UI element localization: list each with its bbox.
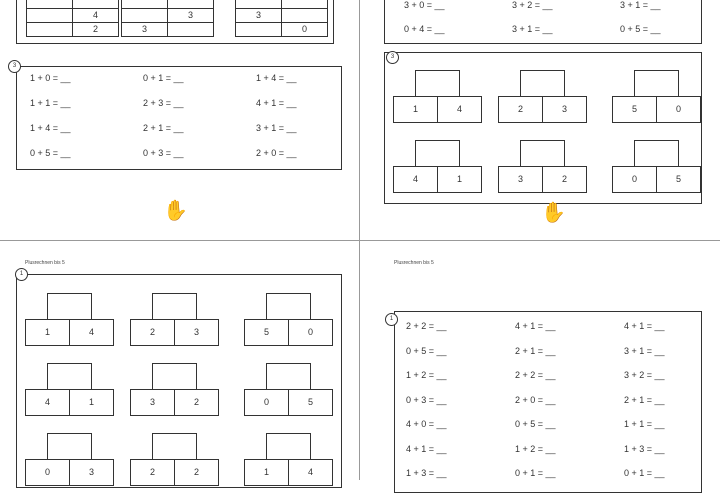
house-cell: 3 [69, 459, 114, 486]
q1-box3-marker: 3 [8, 60, 21, 73]
table-cell: 3 [121, 22, 168, 37]
house-cell: 3 [174, 319, 219, 346]
house-cell: 3 [542, 96, 587, 123]
house-cell: 0 [25, 459, 70, 486]
equation: 2 + 1 = __ [143, 123, 184, 133]
equation: 4 + 1 = __ [515, 321, 556, 331]
house-cell: 1 [69, 389, 114, 416]
equation: 4 + 0 = __ [406, 419, 447, 429]
equation: 2 + 2 = __ [515, 370, 556, 380]
table-cell: 2 [72, 22, 119, 37]
equation: 1 + 4 = __ [30, 123, 71, 133]
house-cell: 4 [393, 166, 438, 193]
raised-hand-icon: ✋ [541, 202, 566, 224]
table-cell [167, 22, 214, 37]
equation: 2 + 1 = __ [624, 394, 665, 405]
equation: 0 + 5 = __ [620, 24, 661, 34]
house-cell: 1 [244, 459, 289, 486]
house-cell: 0 [612, 166, 657, 193]
house-cell: 5 [656, 166, 701, 193]
table-cell: 4 [72, 8, 119, 23]
house-cell: 4 [25, 389, 70, 416]
q4-marker: 1 [385, 313, 398, 326]
equation: 1 + 3 = __ [624, 443, 665, 454]
house-cell: 2 [498, 96, 543, 123]
table-cell [235, 22, 282, 37]
page-divider-horizontal [0, 240, 720, 241]
equation: 0 + 5 = __ [406, 345, 447, 356]
equation: 0 + 3 = __ [143, 148, 184, 158]
equation: 3 + 1 = __ [256, 123, 297, 133]
house-cell: 2 [174, 389, 219, 416]
house-roof [47, 293, 92, 321]
house-cell: 5 [612, 96, 657, 123]
equation: 1 + 1 = __ [30, 98, 71, 108]
equation: 1 + 3 = __ [406, 468, 447, 478]
equation: 3 + 1 = __ [624, 345, 665, 356]
table-cell: 0 [281, 22, 328, 37]
house-cell: 0 [288, 319, 333, 346]
table-cell: 3 [167, 8, 214, 23]
equation: 0 + 1 = __ [515, 468, 556, 478]
equation: 0 + 4 = __ [404, 24, 445, 34]
house-roof [152, 363, 197, 391]
equation: 0 + 1 = __ [143, 73, 184, 83]
house-cell: 2 [542, 166, 587, 193]
house-cell: 2 [174, 459, 219, 486]
equation: 4 + 1 = __ [256, 98, 297, 108]
house-cell: 5 [288, 389, 333, 416]
house-roof [152, 433, 197, 461]
equation: 3 + 2 = __ [624, 370, 665, 380]
house-cell: 2 [130, 459, 175, 486]
house-roof [415, 140, 460, 168]
house-roof [520, 70, 565, 98]
equation: 0 + 3 = __ [406, 394, 447, 405]
table-cell [121, 8, 168, 23]
house-cell: 5 [244, 319, 289, 346]
house-cell: 4 [69, 319, 114, 346]
house-cell: 1 [437, 166, 482, 193]
q2-box3-marker: 3 [386, 51, 399, 64]
equation: 1 + 0 = __ [30, 73, 71, 83]
equation: 3 + 1 = __ [620, 0, 661, 10]
equation: 0 + 5 = __ [515, 419, 556, 429]
equation: 1 + 1 = __ [624, 419, 665, 429]
house-cell: 0 [656, 96, 701, 123]
house-cell: 3 [498, 166, 543, 193]
equation: 3 + 1 = __ [512, 24, 553, 34]
house-cell: 3 [130, 389, 175, 416]
equation: 1 + 4 = __ [256, 73, 297, 83]
equation: 2 + 2 = __ [406, 321, 447, 331]
table-cell: 3 [235, 8, 282, 23]
house-roof [266, 433, 311, 461]
house-cell: 1 [25, 319, 70, 346]
house-cell: 0 [244, 389, 289, 416]
q3-marker: 1 [15, 268, 28, 281]
equation: 1 + 2 = __ [406, 370, 447, 380]
equation: 2 + 3 = __ [143, 98, 184, 108]
house-cell: 4 [288, 459, 333, 486]
equation: 1 + 2 = __ [515, 443, 556, 454]
q3-title: Plusrechnen bis 5 [25, 260, 65, 266]
q4-title: Plusrechnen bis 5 [394, 260, 434, 266]
house-roof [47, 433, 92, 461]
house-roof [47, 363, 92, 391]
table-cell [26, 8, 73, 23]
equation: 3 + 2 = __ [512, 0, 553, 10]
house-cell: 1 [393, 96, 438, 123]
table-cell [26, 22, 73, 37]
equation: 0 + 1 = __ [624, 468, 665, 478]
house-roof [266, 363, 311, 391]
equation: 4 + 1 = __ [624, 321, 665, 331]
equation: 2 + 0 = __ [515, 394, 556, 405]
house-roof [266, 293, 311, 321]
house-roof [152, 293, 197, 321]
house-cell: 4 [437, 96, 482, 123]
equation: 2 + 1 = __ [515, 345, 556, 356]
equation: 3 + 0 = __ [404, 0, 445, 10]
house-roof [520, 140, 565, 168]
house-roof [415, 70, 460, 98]
house-roof [634, 70, 679, 98]
house-cell: 2 [130, 319, 175, 346]
house-roof [634, 140, 679, 168]
table-cell [281, 8, 328, 23]
equation: 0 + 5 = __ [30, 148, 71, 158]
raised-hand-icon: ✋ [163, 200, 188, 222]
equation: 2 + 0 = __ [256, 148, 297, 158]
equation: 4 + 1 = __ [406, 443, 447, 454]
